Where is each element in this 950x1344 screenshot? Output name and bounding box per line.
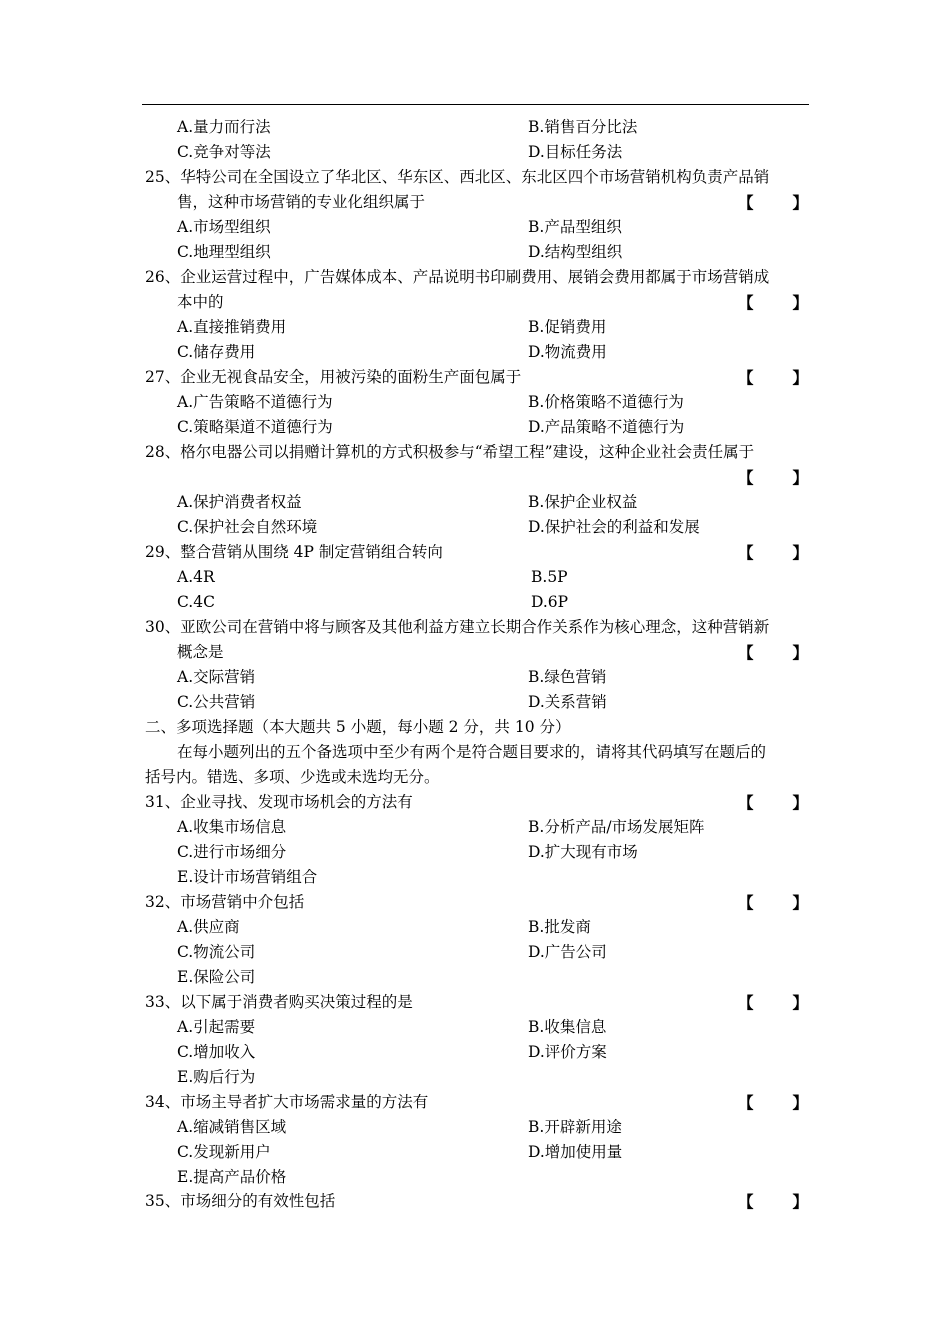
option-26-c: C.储存费用 <box>177 343 256 361</box>
option-30-c: C.公共营销 <box>177 693 256 711</box>
option-30-d: D.关系营销 <box>528 693 607 711</box>
answer-bracket-32: 【 】 <box>738 893 808 912</box>
answer-bracket-34: 【 】 <box>738 1093 808 1112</box>
option-30-b: B.绿色营销 <box>528 668 607 686</box>
option-29-b: B.5P <box>531 568 568 586</box>
option-25-a: A.市场型组织 <box>177 218 271 236</box>
header-rule <box>142 104 809 105</box>
option-29-a: A.4R <box>177 568 215 586</box>
question-28-stem: 28、格尔电器公司以捐赠计算机的方式积极参与“希望工程”建设，这种企业社会责任属于 <box>145 443 755 461</box>
section-2-instruction: 在每小题列出的五个备选项中至少有两个是符合题目要求的，请将其代码填写在题后的 <box>177 743 767 761</box>
question-26-stem-cont: 本中的 <box>177 293 224 311</box>
option-33-c: C.增加收入 <box>177 1043 256 1061</box>
option-34-e: E.提高产品价格 <box>177 1168 287 1186</box>
question-35-stem: 35、市场细分的有效性包括 <box>145 1192 336 1210</box>
question-30-stem-cont: 概念是 <box>177 643 224 661</box>
option-24-c: C.竞争对等法 <box>177 143 271 161</box>
option-28-a: A.保护消费者权益 <box>177 493 302 511</box>
option-28-b: B.保护企业权益 <box>528 493 638 511</box>
question-27-stem: 27、企业无视食品安全，用被污染的面粉生产面包属于 <box>145 368 522 386</box>
option-28-d: D.保护社会的利益和发展 <box>528 518 700 536</box>
option-27-c: C.策略渠道不道德行为 <box>177 418 333 436</box>
answer-bracket-35: 【 】 <box>738 1192 808 1211</box>
option-31-d: D.扩大现有市场 <box>528 843 638 861</box>
question-26-stem: 26、企业运营过程中，广告媒体成本、产品说明书印刷费用、展销会费用都属于市场营销成 <box>145 268 770 286</box>
question-33-stem: 33、以下属于消费者购买决策过程的是 <box>145 993 413 1011</box>
option-31-a: A.收集市场信息 <box>177 818 287 836</box>
option-29-d: D.6P <box>531 593 569 611</box>
section-2-instruction-cont: 括号内。错选、多项、少选或未选均无分。 <box>145 768 440 786</box>
option-34-a: A.缩减销售区域 <box>177 1118 287 1136</box>
question-25-stem: 25、华特公司在全国设立了华北区、华东区、西北区、东北区四个市场营销机构负责产品销 <box>145 168 770 186</box>
option-32-e: E.保险公司 <box>177 968 256 986</box>
option-32-d: D.广告公司 <box>528 943 607 961</box>
option-27-b: B.价格策略不道德行为 <box>528 393 684 411</box>
section-2-title: 二、多项选择题（本大题共 5 小题，每小题 2 分，共 10 分） <box>145 718 571 736</box>
option-33-a: A.引起需要 <box>177 1018 256 1036</box>
question-25-stem-cont: 售，这种市场营销的专业化组织属于 <box>177 193 426 211</box>
option-34-b: B.开辟新用途 <box>528 1118 622 1136</box>
option-32-a: A.供应商 <box>177 918 240 936</box>
question-32-stem: 32、市场营销中介包括 <box>145 893 305 911</box>
question-31-stem: 31、企业寻找、发现市场机会的方法有 <box>145 793 413 811</box>
option-31-e: E.设计市场营销组合 <box>177 868 318 886</box>
option-26-a: A.直接推销费用 <box>177 318 287 336</box>
answer-bracket-31: 【 】 <box>738 793 808 812</box>
option-27-d: D.产品策略不道德行为 <box>528 418 685 436</box>
question-29-stem: 29、整合营销从围绕 4P 制定营销组合转向 <box>145 543 443 561</box>
option-33-e: E.购后行为 <box>177 1068 256 1086</box>
option-31-b: B.分析产品/市场发展矩阵 <box>528 818 705 836</box>
option-29-c: C.4C <box>177 593 215 611</box>
option-28-c: C.保护社会自然环境 <box>177 518 318 536</box>
answer-bracket-30: 【 】 <box>738 643 808 662</box>
option-34-d: D.增加使用量 <box>528 1143 623 1161</box>
option-30-a: A.交际营销 <box>177 668 256 686</box>
option-25-b: B.产品型组织 <box>528 218 622 236</box>
answer-bracket-25: 【 】 <box>738 193 808 212</box>
question-34-stem: 34、市场主导者扩大市场需求量的方法有 <box>145 1093 429 1111</box>
option-24-a: A.量力而行法 <box>177 118 271 136</box>
option-34-c: C.发现新用户 <box>177 1143 271 1161</box>
option-27-a: A.广告策略不道德行为 <box>177 393 333 411</box>
option-24-b: B.销售百分比法 <box>528 118 638 136</box>
option-26-b: B.促销费用 <box>528 318 607 336</box>
option-25-c: C.地理型组织 <box>177 243 271 261</box>
option-26-d: D.物流费用 <box>528 343 607 361</box>
option-33-d: D.评价方案 <box>528 1043 607 1061</box>
answer-bracket-26: 【 】 <box>738 293 808 312</box>
option-32-c: C.物流公司 <box>177 943 256 961</box>
option-25-d: D.结构型组织 <box>528 243 623 261</box>
option-32-b: B.批发商 <box>528 918 591 936</box>
option-33-b: B.收集信息 <box>528 1018 607 1036</box>
option-24-d: D.目标任务法 <box>528 143 623 161</box>
answer-bracket-33: 【 】 <box>738 993 808 1012</box>
answer-bracket-28: 【 】 <box>738 468 808 487</box>
question-30-stem: 30、亚欧公司在营销中将与顾客及其他利益方建立长期合作关系作为核心理念，这种营销新 <box>145 618 770 636</box>
option-31-c: C.进行市场细分 <box>177 843 287 861</box>
answer-bracket-29: 【 】 <box>738 543 808 562</box>
answer-bracket-27: 【 】 <box>738 368 808 387</box>
